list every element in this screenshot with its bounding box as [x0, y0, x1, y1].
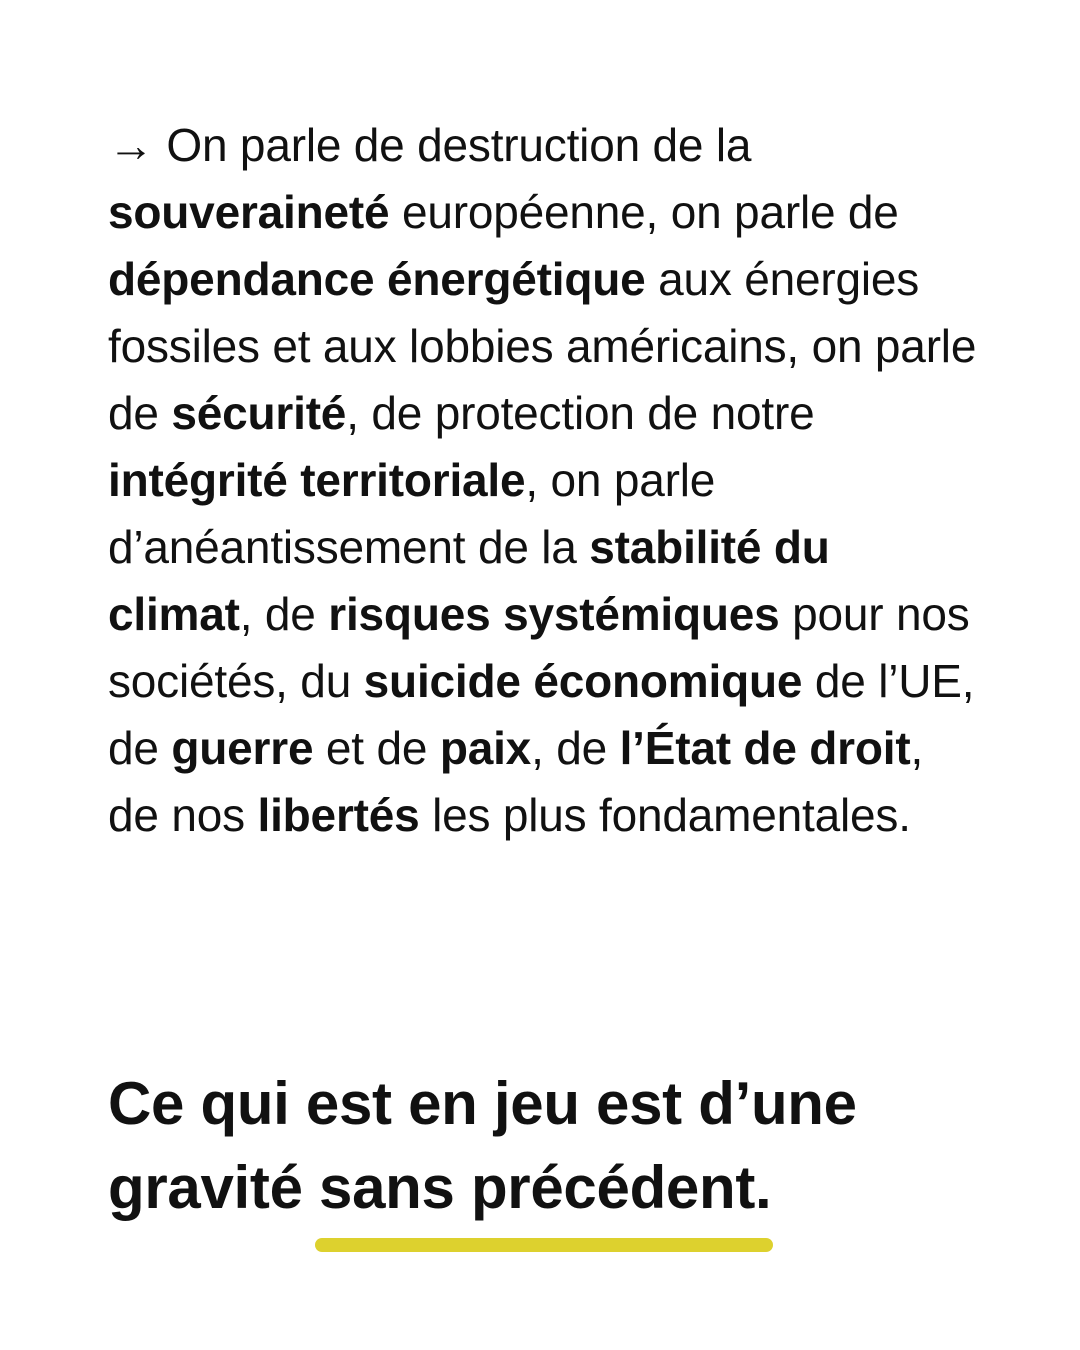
emphasis-risques-systemiques: risques systémiques [328, 588, 780, 640]
emphasis-etat-de-droit: l’État de droit [619, 722, 911, 774]
emphasis-libertes: libertés [257, 789, 420, 841]
text-segment: , de protection de notre [346, 387, 815, 439]
text-segment: pour nos sociétés, du [108, 588, 970, 707]
emphasis-stabilite-du-climat: stabilité du climat [108, 521, 830, 640]
text-segment: , on parle d’anéantissement de la [108, 454, 716, 573]
text-segment: de l’UE, de [108, 655, 975, 774]
emphasis-souverainete: souveraineté [108, 186, 390, 238]
arrow-right-icon: → [108, 119, 154, 171]
headline [108, 1062, 1008, 1230]
text-segment: , de [531, 722, 620, 774]
text-segment: , de nos [108, 722, 924, 841]
headline-highlight [319, 1146, 771, 1230]
emphasis-integrite-territoriale: intégrité territoriale [108, 454, 526, 506]
emphasis-dependance-energetique: dépendance énergétique [108, 253, 646, 305]
emphasis-paix: paix [439, 722, 532, 774]
text-segment: les plus fondamentales. [419, 789, 911, 841]
text-segment: aux énergies fossiles et aux lobbies américains, on parle de [108, 253, 977, 439]
emphasis-guerre: guerre [171, 722, 314, 774]
text-segment: européenne, on parle de [389, 186, 899, 238]
emphasis-suicide-economique: suicide économique [363, 655, 803, 707]
text-segment: , de [239, 588, 329, 640]
headline-text: Ce qui est en jeu est d’une gravité [108, 1070, 857, 1221]
highlight-underline [315, 1238, 773, 1252]
text-segment: On parle de destruction de la [153, 119, 752, 171]
headline-highlight-text: sans précédent. [319, 1154, 772, 1221]
body-paragraph [108, 112, 978, 849]
text-segment: et de [313, 722, 440, 774]
emphasis-securite: sécurité [171, 387, 347, 439]
